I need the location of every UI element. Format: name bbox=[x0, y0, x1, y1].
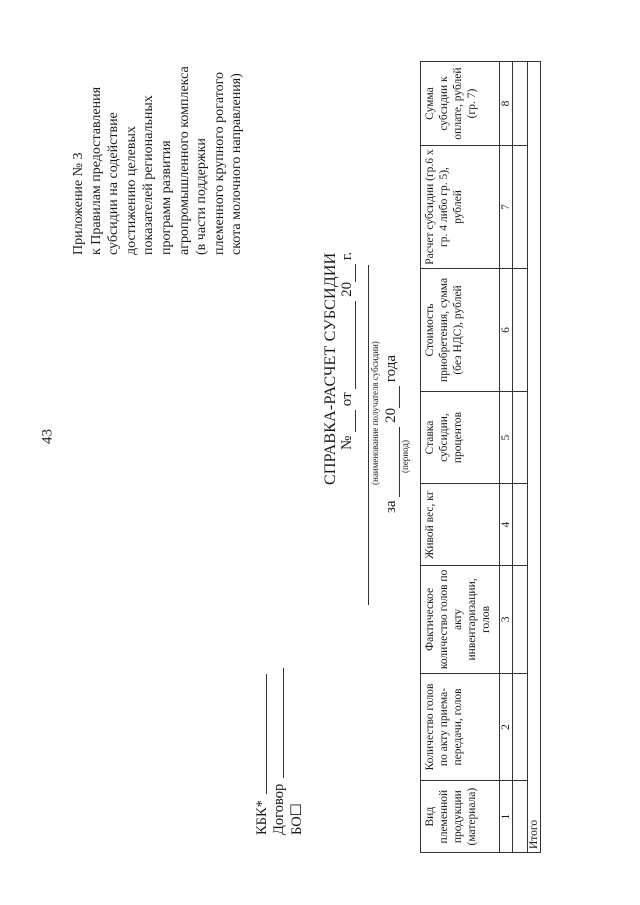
table-row bbox=[513, 62, 528, 853]
recipient-field[interactable] bbox=[368, 265, 369, 605]
kbk-field[interactable] bbox=[266, 674, 267, 794]
total-label: Итого bbox=[528, 62, 541, 853]
period-row bbox=[382, 355, 400, 513]
date-field[interactable] bbox=[338, 301, 356, 389]
bo-label: БО☐ bbox=[288, 803, 305, 835]
table-cell[interactable] bbox=[513, 484, 528, 566]
from-label: от bbox=[339, 392, 355, 407]
number-sign: № bbox=[339, 435, 355, 450]
year-prefix: 20 bbox=[339, 281, 355, 297]
number-date-row bbox=[338, 252, 356, 450]
contract-label: Договор bbox=[271, 783, 287, 835]
appendix-line: показателей региональных bbox=[141, 95, 157, 255]
table-cell[interactable] bbox=[513, 146, 528, 269]
period-year-suffix: года bbox=[383, 355, 399, 383]
column-number: 6 bbox=[500, 269, 513, 392]
table-cell[interactable] bbox=[513, 62, 528, 146]
column-number: 3 bbox=[500, 566, 513, 674]
header-cell: Количество голов по акту приема-передачи, голов bbox=[421, 673, 500, 781]
period-year-prefix: 20 bbox=[383, 407, 399, 423]
table-cell[interactable] bbox=[513, 566, 528, 674]
header-cell: Сумма субсидии к оплате, рублей (гр. 7) bbox=[421, 62, 500, 146]
period-hint: (период) bbox=[400, 440, 410, 473]
header-cell: Ставка субсидии, процентов bbox=[421, 391, 500, 483]
header-cell: Вид племенной продукции (материала) bbox=[421, 781, 500, 853]
year-field[interactable] bbox=[338, 264, 356, 282]
column-number: 7 bbox=[500, 146, 513, 269]
subsidy-table bbox=[420, 61, 541, 853]
table-cell[interactable] bbox=[513, 391, 528, 483]
year-suffix: г. bbox=[339, 251, 355, 261]
column-number: 4 bbox=[500, 484, 513, 566]
column-number: 1 bbox=[500, 781, 513, 853]
kbk-label: КБК* bbox=[253, 800, 270, 835]
appendix-line: агропромышленного комплекса bbox=[176, 66, 192, 255]
period-year-field[interactable] bbox=[382, 386, 400, 408]
number-field[interactable] bbox=[338, 410, 356, 432]
table-cell[interactable] bbox=[513, 781, 528, 853]
table-cell[interactable] bbox=[513, 673, 528, 781]
appendix-line: программ развития bbox=[158, 140, 174, 255]
header-cell: Расчет субсидии (гр.6 х гр. 4 либо гр. 5), рублей bbox=[421, 146, 500, 269]
contract-field[interactable] bbox=[283, 668, 284, 778]
appendix-line: достижению целевых bbox=[123, 126, 139, 255]
table-cell[interactable] bbox=[513, 269, 528, 392]
column-number: 8 bbox=[500, 62, 513, 146]
total-row bbox=[528, 62, 541, 853]
requisites-block bbox=[253, 668, 306, 835]
page-number: 43 bbox=[39, 429, 56, 444]
appendix-line: Приложение № 3 bbox=[71, 152, 86, 255]
recipient-hint: (наименование получателя субсидии) bbox=[370, 341, 380, 485]
appendix-line: скота молочного направления) bbox=[229, 73, 245, 255]
header-cell: Фактическое количество голов по акту инвентаризации, голов bbox=[421, 566, 500, 674]
appendix-line: субсидии на содействие bbox=[106, 112, 122, 255]
appendix-block bbox=[70, 55, 246, 255]
appendix-line: (в части поддержки bbox=[194, 138, 210, 255]
column-number: 5 bbox=[500, 391, 513, 483]
document-title: СПРАВКА-РАСЧЕТ СУБСИДИИ bbox=[322, 252, 339, 485]
column-number: 2 bbox=[500, 673, 513, 781]
appendix-line: племенного крупного рогатого bbox=[211, 71, 227, 255]
header-cell: Стоимость приобретения, сумма (без НДС), рублей bbox=[421, 269, 500, 392]
header-cell: Живой вес, кг bbox=[421, 484, 500, 566]
appendix-line: к Правилам предоставления bbox=[88, 86, 104, 255]
period-field[interactable] bbox=[382, 427, 400, 497]
period-za: за bbox=[383, 500, 399, 513]
